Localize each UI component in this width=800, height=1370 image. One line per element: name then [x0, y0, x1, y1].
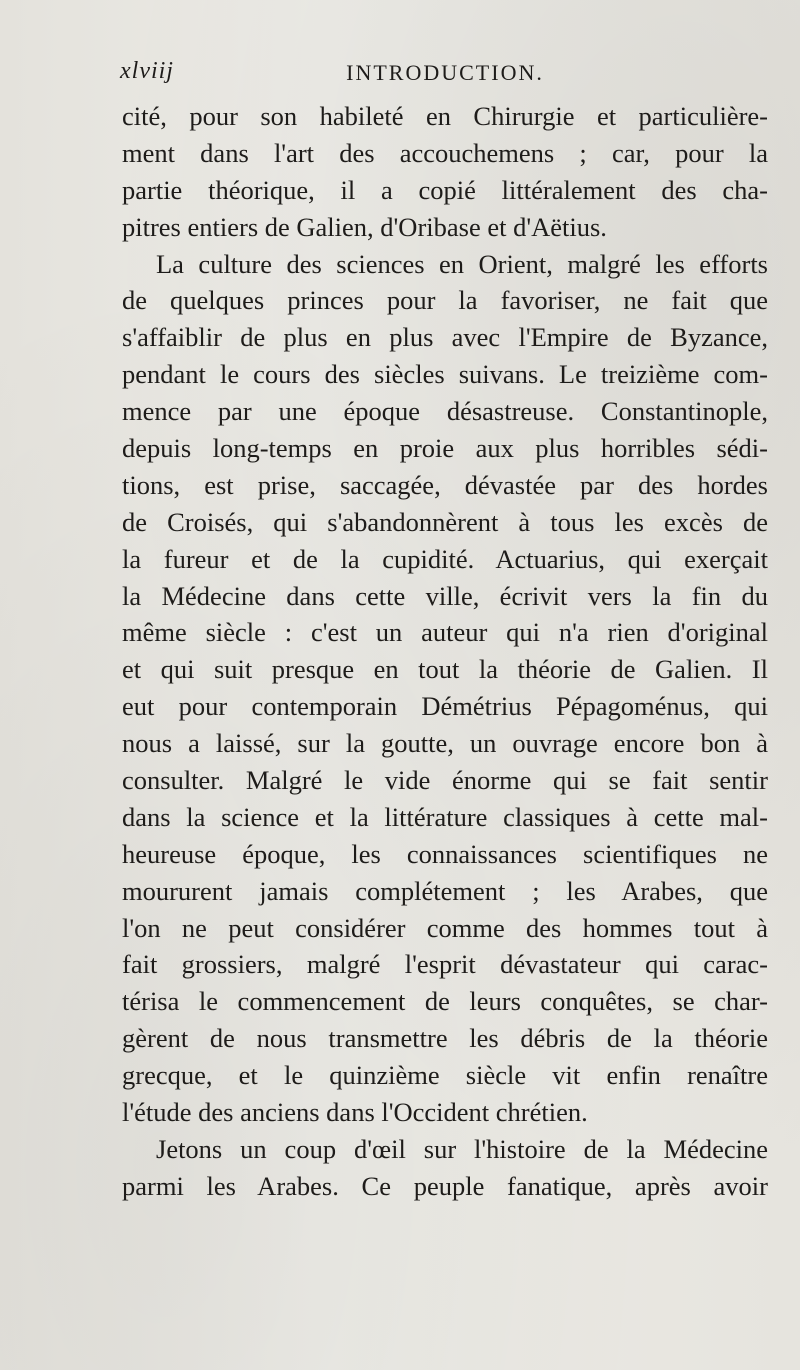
- text-line: la fureur et de la cupidité. Actuarius, qui exerçait: [122, 543, 768, 574]
- text-line: et qui suit presque en tout la théorie de Galien. Il: [122, 654, 768, 685]
- text-line: l'on ne peut considérer comme des hommes tout à: [122, 912, 768, 943]
- text-line: consulter. Malgré le vide énorme qui se fait sentir: [122, 765, 768, 796]
- paragraph-2: [122, 246, 768, 1131]
- text-line: pitres entiers de Galien, d'Oribase et d'Aëtius.: [122, 211, 607, 242]
- text-line: même siècle : c'est un auteur qui n'a rien d'original: [122, 617, 768, 648]
- text-line: moururent jamais complétement ; les Arabes, que: [122, 875, 768, 906]
- running-title: INTRODUCTION.: [346, 60, 544, 85]
- text-line: eut pour contemporain Démétrius Pépagoménus, qui: [122, 691, 768, 722]
- text-line: La culture des sciences en Orient, malgré les efforts: [156, 248, 768, 279]
- text-line: s'affaiblir de plus en plus avec l'Empire de Byzance,: [122, 322, 768, 353]
- page-number: xlviij: [120, 58, 174, 84]
- text-line: depuis long-temps en proie aux plus horribles sédi-: [122, 433, 768, 464]
- text-line: térisa le commencement de leurs conquêtes, se char-: [122, 986, 768, 1017]
- text-line: grecque, et le quinzième siècle vit enfin renaître: [122, 1060, 768, 1091]
- text-line: tions, est prise, saccagée, dévastée par des hordes: [122, 469, 768, 500]
- text-line: nous a laissé, sur la goutte, un ouvrage encore bon à: [122, 728, 768, 759]
- text-line: partie théorique, il a copié littéralement des cha-: [122, 174, 768, 205]
- body-text: [122, 98, 768, 1205]
- text-line: de quelques princes pour la favoriser, ne fait que: [122, 285, 768, 316]
- paragraph-3: [122, 1131, 768, 1205]
- text-line: Jetons un coup d'œil sur l'histoire de la Médecine: [156, 1133, 768, 1164]
- text-line: parmi les Arabes. Ce peuple fanatique, après avoir: [122, 1170, 768, 1201]
- text-line: ment dans l'art des accouchemens ; car, pour la: [122, 137, 768, 168]
- text-line: pendant le cours des siècles suivans. Le treizième com-: [122, 359, 768, 390]
- text-line: fait grossiers, malgré l'esprit dévastateur qui carac-: [122, 949, 768, 980]
- paragraph-1: [122, 98, 768, 246]
- text-line: dans la science et la littérature classiques à cette mal-: [122, 801, 768, 832]
- text-line: heureuse époque, les connaissances scientifiques ne: [122, 838, 768, 869]
- text-line: gèrent de nous transmettre les débris de la théorie: [122, 1023, 768, 1054]
- text-line: l'étude des anciens dans l'Occident chrétien.: [122, 1097, 588, 1128]
- text-line: mence par une époque désastreuse. Constantinople,: [122, 396, 768, 427]
- text-line: la Médecine dans cette ville, écrivit vers la fin du: [122, 580, 768, 611]
- page-header: [120, 58, 770, 90]
- text-line: de Croisés, qui s'abandonnèrent à tous les excès de: [122, 506, 768, 537]
- text-line: cité, pour son habileté en Chirurgie et particulière-: [122, 101, 768, 131]
